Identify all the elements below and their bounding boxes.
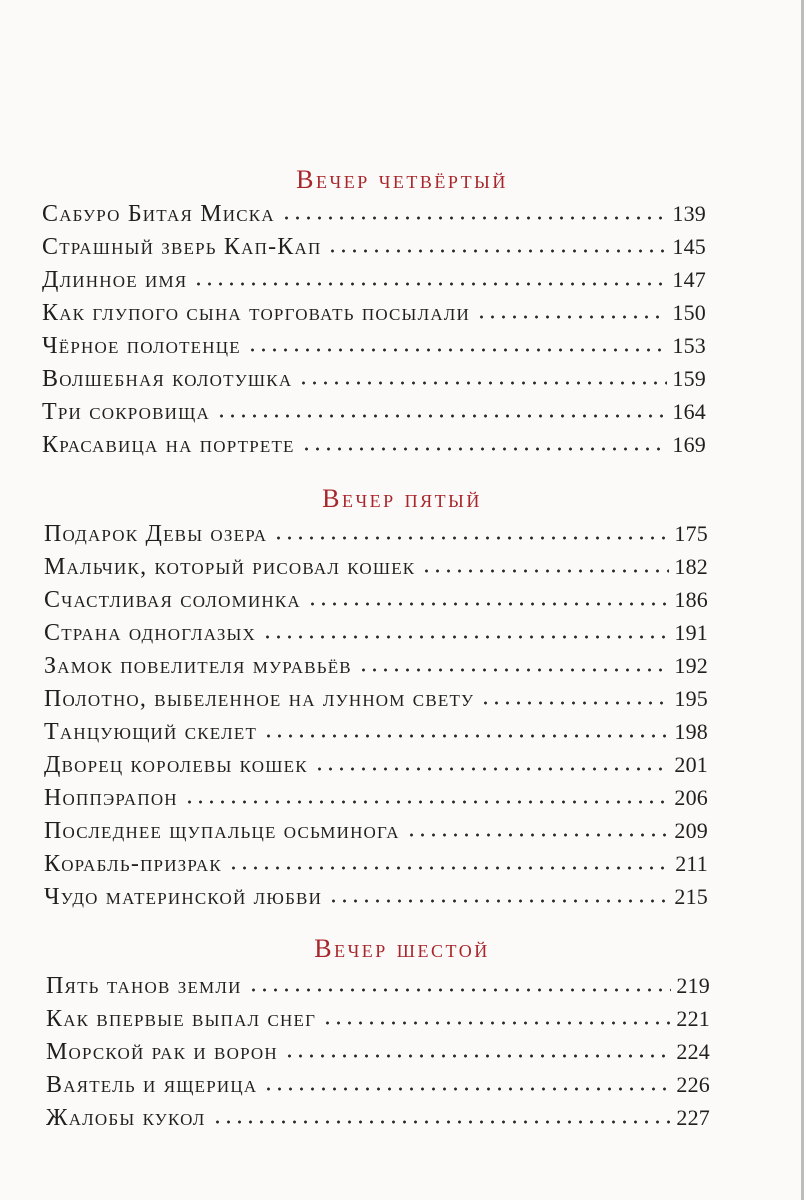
dot-leader (476, 314, 667, 320)
dot-leader (328, 898, 669, 904)
entry-page-number: 219 (676, 973, 710, 998)
toc-entry[interactable] (44, 617, 708, 649)
entry-title: Мальчик, который рисовал кошек (44, 554, 416, 580)
dot-leader (212, 1119, 672, 1125)
entry-page-number: 164 (672, 399, 706, 424)
entry-page-number: 159 (672, 366, 706, 391)
entry-page-number: 186 (674, 587, 708, 612)
dot-leader (262, 634, 669, 640)
entry-title: Счастливая соломинка (44, 587, 301, 613)
entry-title: Страна одноглазых (44, 620, 257, 646)
entry-title: Как глупого сына торговать посылали (42, 300, 471, 326)
entry-page-number: 221 (676, 1006, 710, 1031)
dot-leader (193, 281, 667, 287)
toc-entry[interactable] (44, 584, 708, 616)
entry-title: Подарок Девы озера (44, 521, 268, 547)
entry-page-number: 224 (676, 1039, 710, 1064)
toc-entry[interactable] (42, 297, 706, 329)
dot-leader (247, 347, 668, 353)
toc-entry[interactable] (44, 815, 708, 847)
toc-entry[interactable] (46, 1102, 710, 1134)
entry-title: Сабуро Битая Миска (42, 201, 275, 227)
dot-leader (263, 1086, 671, 1092)
entry-page-number: 209 (674, 818, 708, 843)
entry-page-number: 227 (676, 1105, 710, 1130)
dot-leader (406, 832, 670, 838)
entry-title: Последнее щупальце осьминога (44, 818, 400, 844)
toc-entry[interactable] (42, 198, 706, 230)
toc-entry[interactable] (44, 683, 708, 715)
toc-entry[interactable] (46, 970, 710, 1002)
entry-page-number: 192 (674, 653, 708, 678)
toc-entry[interactable] (44, 749, 708, 781)
toc-entry[interactable] (44, 650, 708, 682)
entry-page-number: 201 (674, 752, 708, 777)
toc-entry[interactable] (44, 716, 708, 748)
entry-title: Жалобы кукол (46, 1105, 206, 1131)
entry-page-number: 198 (674, 719, 708, 744)
entry-page-number: 182 (674, 554, 708, 579)
entry-page-number: 195 (674, 686, 708, 711)
entry-title: Страшный зверь Кап-Кап (42, 234, 322, 260)
entry-title: Красавица на портрете (42, 432, 295, 458)
entry-title: Корабль-призрак (44, 851, 222, 877)
toc-entry[interactable] (42, 429, 706, 461)
entry-title: Замок повелителя муравьёв (44, 653, 352, 679)
toc-entry[interactable] (44, 881, 708, 913)
dot-leader (184, 799, 670, 805)
dot-leader (301, 446, 668, 452)
dot-leader (263, 733, 669, 739)
dot-leader (314, 766, 670, 772)
entry-page-number: 226 (676, 1072, 710, 1097)
dot-leader (281, 215, 668, 221)
toc-entry[interactable] (46, 1036, 710, 1068)
dot-leader (273, 535, 669, 541)
dot-leader (421, 568, 669, 574)
entry-title: Дворец королевы кошек (44, 752, 308, 778)
entry-title: Танцующий скелет (44, 719, 258, 745)
entry-page-number: 175 (674, 521, 708, 546)
dot-leader (248, 987, 672, 993)
dot-leader (298, 380, 667, 386)
entry-title: Полотно, выбеленное на лунном свету (44, 686, 475, 712)
entry-page-number: 139 (672, 201, 706, 226)
entry-page-number: 211 (675, 851, 708, 876)
section-title: Вечер шестой (314, 934, 490, 963)
entry-page-number: 153 (672, 333, 706, 358)
toc-entry[interactable] (42, 330, 706, 362)
toc-entry[interactable] (42, 396, 706, 428)
section-title: Вечер четвёртый (296, 165, 508, 194)
dot-leader (480, 700, 669, 706)
entry-title: Длинное имя (42, 267, 188, 293)
entry-page-number: 206 (674, 785, 708, 810)
section-title: Вечер пятый (322, 484, 482, 513)
entry-page-number: 191 (674, 620, 708, 645)
toc-entry[interactable] (44, 848, 708, 880)
toc-entry[interactable] (44, 518, 708, 550)
dot-leader (228, 865, 670, 871)
entry-page-number: 169 (672, 432, 706, 457)
entry-title: Ваятель и ящерица (46, 1072, 258, 1098)
dot-leader (216, 413, 667, 419)
entry-page-number: 145 (672, 234, 706, 259)
toc-entry[interactable] (46, 1003, 710, 1035)
entry-page-number: 147 (672, 267, 706, 292)
toc-entry[interactable] (44, 782, 708, 814)
toc-entry[interactable] (46, 1069, 710, 1101)
entry-title: Три сокровища (42, 399, 210, 425)
toc-entry[interactable] (42, 264, 706, 296)
dot-leader (284, 1053, 671, 1059)
entry-title: Волшебная колотушка (42, 366, 293, 392)
entry-title: Чудо материнской любви (44, 884, 323, 910)
entry-page-number: 215 (674, 884, 708, 909)
entry-title: Морской рак и ворон (46, 1039, 278, 1065)
dot-leader (322, 1020, 671, 1026)
dot-leader (358, 667, 670, 673)
entry-page-number: 150 (672, 300, 706, 325)
entry-title: Как впервые выпал снег (46, 1006, 317, 1032)
toc-entry[interactable] (42, 363, 706, 395)
toc-entry[interactable] (42, 231, 706, 263)
entry-title: Пять танов земли (46, 973, 242, 999)
dot-leader (307, 601, 669, 607)
entry-title: Ноппэрапон (44, 785, 178, 811)
entry-title: Чёрное полотенце (42, 333, 241, 359)
dot-leader (327, 248, 667, 254)
toc-entry[interactable] (44, 551, 708, 583)
